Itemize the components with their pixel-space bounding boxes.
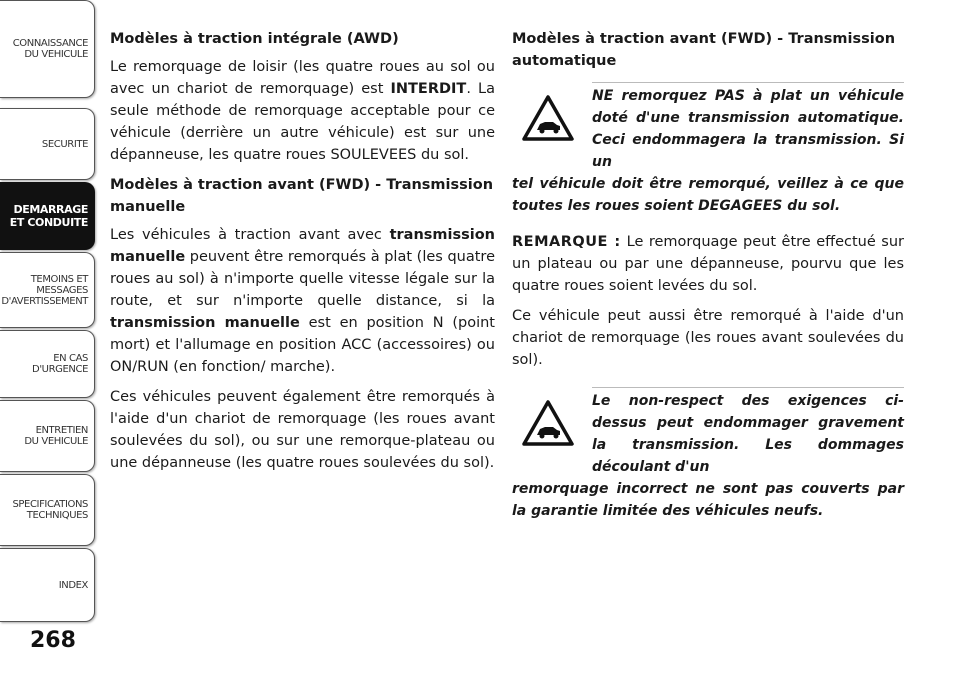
- text-run: est en position N (point mort) et l'allumage en position ACC (accessoires) ou ON/RUN (en fonction/ marche).: [110, 315, 495, 375]
- tab-index[interactable]: [0, 548, 95, 622]
- section-heading-fwd-manual: Modèles à traction avant (FWD) - Transmission manuelle: [110, 177, 494, 215]
- warning-box-2: [512, 387, 904, 522]
- warning-text-1a: NE remorquez PAS à plat un véhicule doté d'une transmission automatique. Ceci endommagera la transmission. Si un: [592, 88, 904, 170]
- tab-securite[interactable]: [0, 108, 95, 180]
- warning-box-1: [512, 82, 904, 217]
- warning-triangle-car-icon: [522, 94, 574, 142]
- text-run: peuvent être remorqués à plat (les quatre roues au sol) à n'importe quelle vitesse légale sur la route, et sur n'importe quelle distance, si la: [110, 249, 495, 309]
- text-run: Le remorquage de loisir (les quatre roues au sol ou avec un chariot de remorquage) est: [110, 59, 495, 97]
- tab-label: EN CAS D'URGENCE: [32, 353, 88, 375]
- section-heading-fwd-automatic: Modèles à traction avant (FWD) - Transmission automatique: [512, 31, 896, 69]
- emphasis-interdit: INTERDIT: [390, 81, 467, 97]
- tab-en-cas-d-urgence[interactable]: [0, 330, 95, 398]
- remark-paragraph: [512, 231, 904, 297]
- paragraph-towing-options: Ces véhicules peuvent également être remorqués à l'aide d'un chariot de remorquage (les roues avant soulevées du sol), ou sur une remorque-plateau ou une dépanneuse (les quatre roues soulevées du sol).: [110, 389, 495, 471]
- section-heading-awd: Modèles à traction intégrale (AWD): [110, 31, 399, 47]
- tab-label: SECURITE: [41, 138, 88, 150]
- remark-label: REMARQUE :: [512, 234, 621, 250]
- warning-text-2a: Le non-respect des exigences ci-dessus peut endommager gravement la transmission. Les dommages découlant d'un: [592, 393, 904, 475]
- emphasis-transmission: transmission manuelle: [110, 315, 300, 331]
- paragraph-awd: [110, 56, 495, 166]
- emphasis-transmission: transmission manuelle: [110, 227, 495, 265]
- tab-connaissance-du-vehicule[interactable]: [0, 0, 95, 98]
- tab-label: DEMARRAGE ET CONDUITE: [9, 203, 88, 229]
- tab-label: TEMOINS ET MESSAGES D'AVERTISSEMENT: [1, 273, 88, 307]
- tab-entretien-du-vehicule[interactable]: [0, 400, 95, 472]
- paragraph-chariot: Ce véhicule peut aussi être remorqué à l'aide d'un chariot de remorquage (les roues avant soulevées du sol).: [512, 308, 904, 368]
- warning-text-2b: remorquage incorrect ne sont pas couverts par la garantie limitée des véhicules neufs.: [512, 481, 904, 519]
- tab-label: INDEX: [58, 579, 88, 591]
- page-number: 268: [30, 628, 76, 653]
- warning-triangle-car-icon: [522, 399, 574, 447]
- tab-label: CONNAISSANCE DU VEHICULE: [12, 38, 88, 60]
- warning-text-1b: tel véhicule doit être remorqué, veillez à ce que toutes les roues soient DEGAGEES du sol.: [512, 176, 904, 214]
- tab-temoins-et-messages[interactable]: [0, 252, 95, 328]
- chapter-sidebar: [0, 0, 97, 660]
- remark-text: Le remorquage peut être effectué sur un plateau ou par une dépanneuse, pourvu que les quatre roues soient levées du sol.: [512, 234, 904, 294]
- right-column: [512, 28, 904, 536]
- left-column: [110, 28, 495, 482]
- tab-label: SPECIFICATIONS TECHNIQUES: [12, 499, 88, 521]
- paragraph-fwd-manual: [110, 224, 495, 378]
- tab-specifications-techniques[interactable]: [0, 474, 95, 546]
- tab-demarrage-et-conduite[interactable]: [0, 182, 95, 250]
- text-run: Les véhicules à traction avant avec: [110, 227, 390, 243]
- tab-label: ENTRETIEN DU VEHICULE: [24, 425, 88, 447]
- text-run: . La seule méthode de remorquage acceptable pour ce véhicule (derrière un autre véhicule) est sur une dépanneuse, les quatre roues SOULEVEES du sol.: [110, 81, 495, 163]
